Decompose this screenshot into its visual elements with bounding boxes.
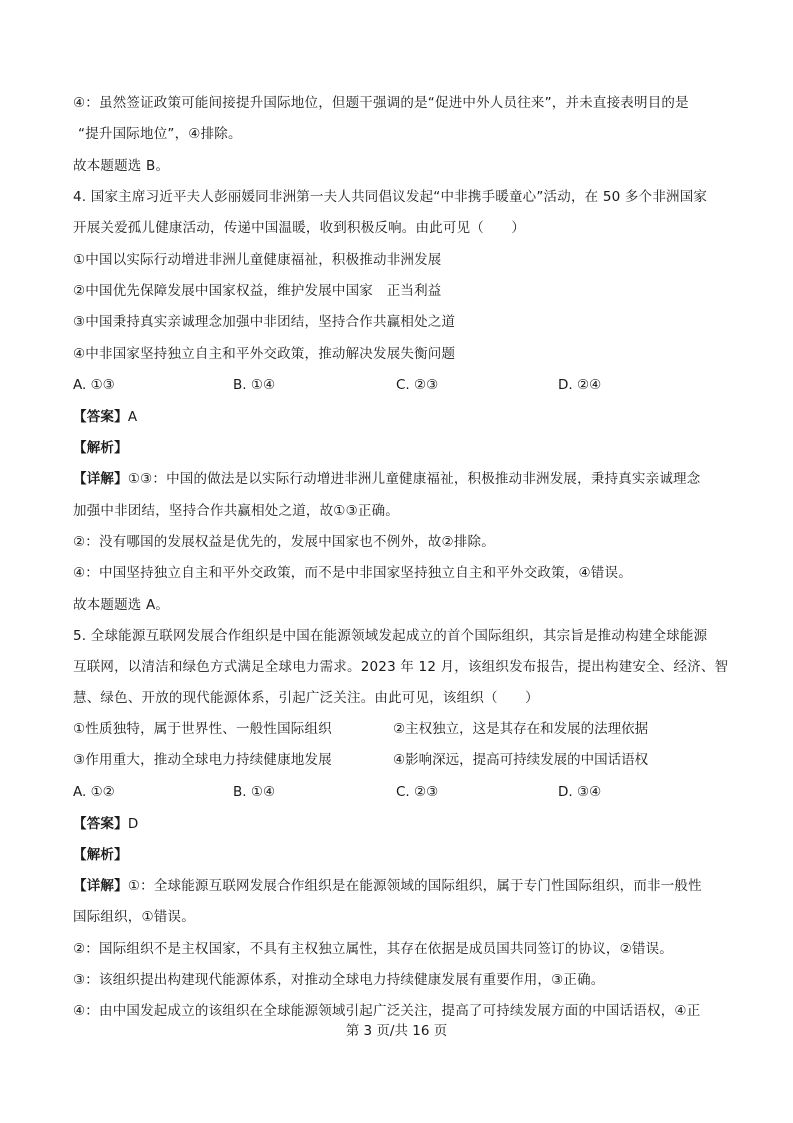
q5-detail-line3: ②：国际组织不是主权国家，不具有主权独立属性，其存在依据是成员国共同签订的协议，②错误。 (73, 941, 674, 957)
q5-detail-label: 【详解】 (73, 878, 128, 894)
q5-option-b: B. ①④ (233, 784, 276, 800)
q5-option-a: A. ①② (73, 784, 115, 800)
q5-answer (73, 815, 138, 833)
q5-detail-text1: ①：全球能源互联网发展合作组织是在能源领域的国际组织，属于专门性国际组织，而非一般性 (127, 878, 702, 894)
q5-stem-line3: 慧、绿色、开放的现代能源体系，引起广泛关注。由此可见，该组织（ ） (73, 690, 539, 706)
q4-analysis-label: 【解析】 (73, 440, 128, 456)
q4-option-d: D. ②④ (558, 377, 602, 393)
q4-detail-line3: ②：没有哪国的发展权益是优先的，发展中国家也不例外，故②排除。 (73, 534, 495, 550)
q5-detail-line1 (73, 877, 702, 895)
q5-statement-2: ②主权独立，这是其存在和发展的法理依据 (393, 721, 649, 737)
q5-stem-line1: 5. 全球能源互联网发展合作组织是中国在能源领域发起成立的首个国际组织，其宗旨是推动构建全球能源 (73, 628, 708, 644)
q5-statement-3: ③作用重大，推动全球电力持续健康地发展 (73, 752, 332, 768)
q4-statement-1: ①中国以实际行动增进非洲儿童健康福祉，积极推动非洲发展 (73, 252, 442, 268)
q4-stem-line1: 4. 国家主席习近平夫人彭丽媛同非洲第一夫人共同倡议发起“中非携手暖童心”活动，在 50 多个非洲国家 (73, 189, 708, 205)
q5-stem-line2: 互联网，以清洁和绿色方式满足全球电力需求。2023 年 12 月，该组织发布报告，提出构建安全、经济、智 (73, 659, 729, 675)
q3-item4-line1: ④：虽然签证政策可能间接提升国际地位，但题干强调的是“促进中外人员往来”，并未直接表明目的是 (73, 95, 689, 111)
q5-answer-value: D (127, 816, 139, 832)
q5-detail-line5: ④：由中国发起成立的该组织在全球能源领域引起广泛关注，提高了可持续发展方面的中国话语权，④正 (73, 1003, 701, 1019)
q5-detail-line2: 国际组织，①错误。 (73, 909, 195, 925)
q4-detail-label: 【详解】 (73, 471, 128, 487)
q4-option-c: C. ②③ (396, 377, 439, 393)
q5-answer-label: 【答案】 (73, 816, 128, 832)
q5-option-c: C. ②③ (396, 784, 439, 800)
q4-option-b: B. ①④ (233, 377, 276, 393)
q5-option-d: D. ③④ (558, 784, 602, 800)
q4-answer-value: A (127, 409, 138, 425)
q4-detail-line4: ④：中国坚持独立自主和平外交政策，而不是中非国家坚持独立自主和平外交政策，④错误。 (73, 565, 632, 581)
q4-option-a: A. ①③ (73, 377, 115, 393)
q5-statement-1: ①性质独特，属于世界性、一般性国际组织 (73, 721, 332, 737)
page-footer: 第 3 页/共 16 页 (345, 1023, 448, 1039)
q4-statement-4: ④中非国家坚持独立自主和平外交政策，推动解决发展失衡问题 (73, 346, 456, 362)
q4-detail-line2: 加强中非团结，坚持合作共赢相处之道，故①③正确。 (73, 503, 400, 519)
q4-answer (73, 408, 137, 426)
q4-conclusion: 故本题题选 A。 (73, 597, 170, 613)
q5-statement-4: ④影响深远，提高可持续发展的中国话语权 (393, 752, 649, 768)
q4-statement-3: ③中国秉持真实亲诚理念加强中非团结，坚持合作共赢相处之道 (73, 314, 456, 330)
q4-detail-text1: ①③：中国的做法是以实际行动增进非洲儿童健康福祉，积极推动非洲发展，秉持真实亲诚理念 (127, 471, 701, 487)
q5-detail-line4: ③：该组织提出构建现代能源体系，对推动全球电力持续健康发展有重要作用，③正确。 (73, 972, 605, 988)
q3-conclusion: 故本题题选 B。 (73, 158, 170, 174)
q4-stem-line2: 开展关爱孤儿健康活动，传递中国温暖，收到积极反响。由此可见（ ） (73, 220, 526, 236)
q4-detail-line1 (73, 470, 700, 488)
q4-statement-2: ②中国优先保障发展中国家权益，维护发展中国家 正当利益 (73, 283, 442, 299)
q3-item4-line2: “提升国际地位”，④排除。 (78, 126, 242, 142)
q4-answer-label: 【答案】 (73, 409, 128, 425)
q5-analysis-label: 【解析】 (73, 847, 128, 863)
